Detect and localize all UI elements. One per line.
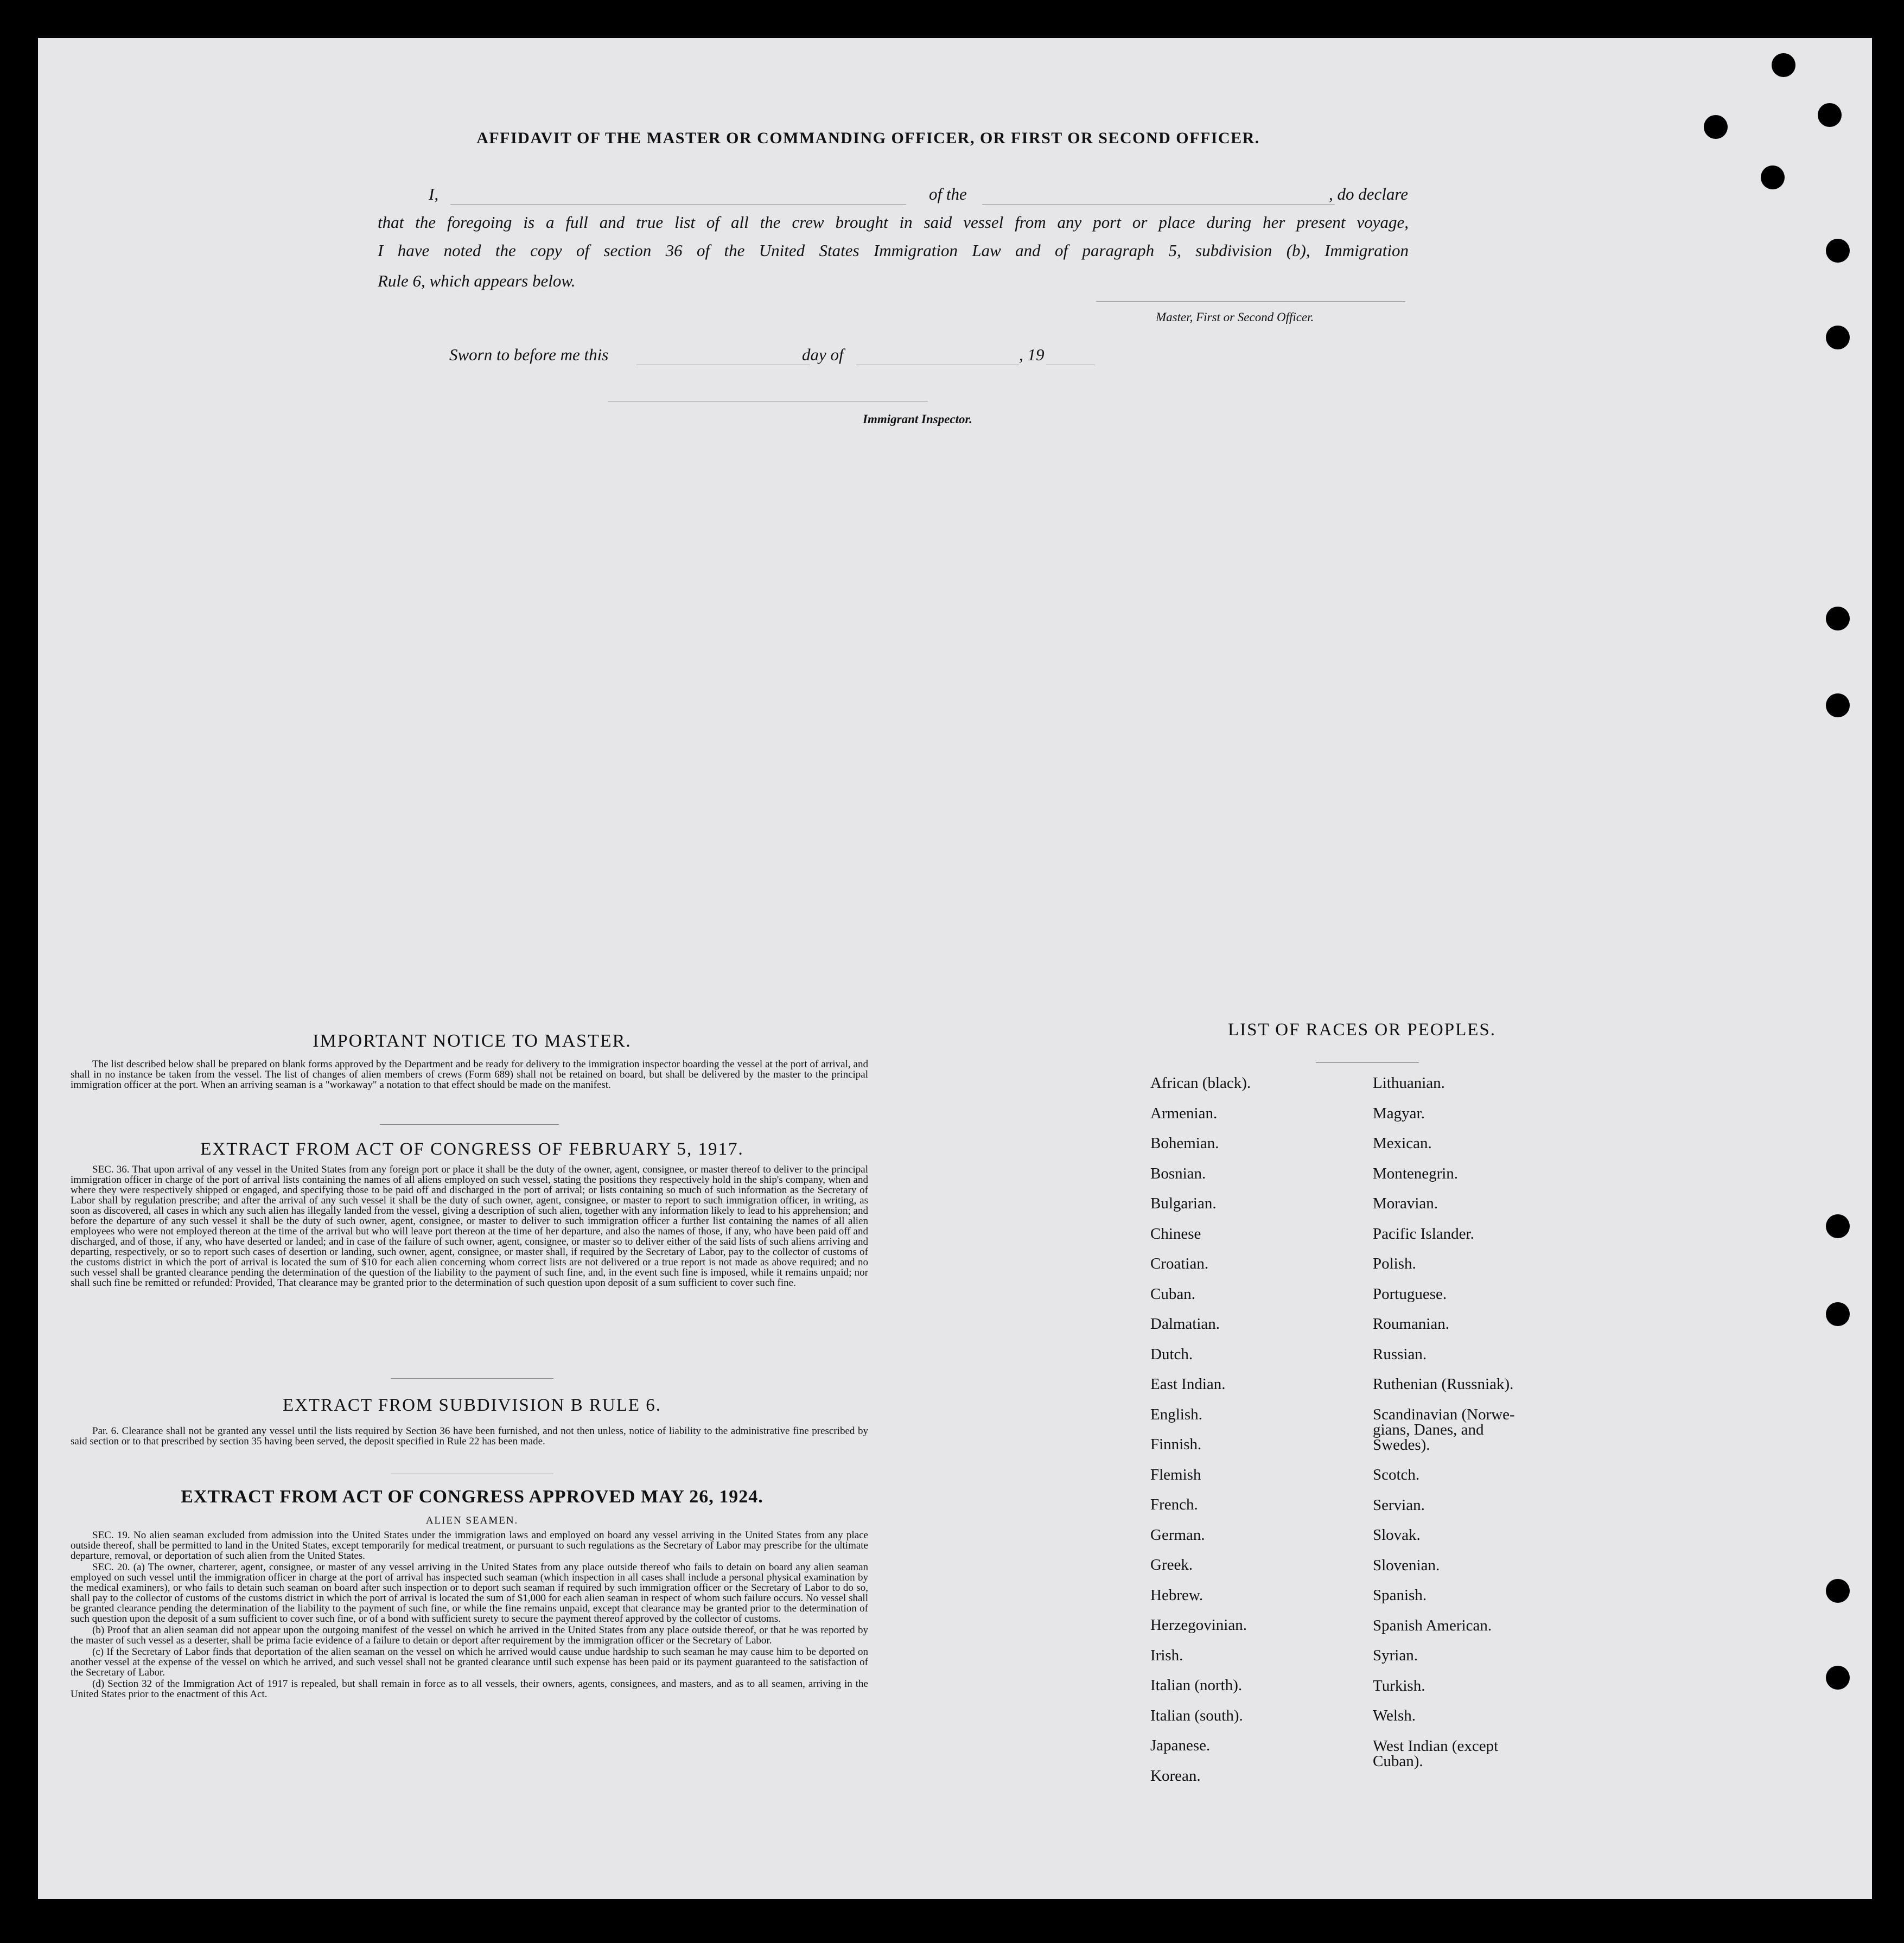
punch-hole xyxy=(1704,115,1728,139)
race-item: Dutch. xyxy=(1150,1345,1193,1363)
vessel-name-field[interactable] xyxy=(982,204,1335,205)
extract-1917-title: EXTRACT FROM ACT OF CONGRESS OF FEBRUARY 5, 1917. xyxy=(200,1139,744,1159)
race-item: Russian. xyxy=(1373,1345,1427,1363)
race-item: Welsh. xyxy=(1373,1707,1416,1724)
race-item: Scotch. xyxy=(1373,1466,1420,1483)
race-item: Turkish. xyxy=(1373,1677,1425,1694)
affidavit-line1 xyxy=(429,184,1408,206)
punch-hole xyxy=(1818,103,1842,127)
race-item: Bulgarian. xyxy=(1150,1195,1217,1212)
affidavit-i-label: I, xyxy=(429,184,439,203)
race-item: Cuban. xyxy=(1150,1285,1195,1303)
race-item: German. xyxy=(1150,1526,1205,1544)
race-item: Polish. xyxy=(1373,1255,1416,1272)
race-item: Bohemian. xyxy=(1150,1135,1219,1152)
race-item: Montenegrin. xyxy=(1373,1164,1459,1182)
race-item: Korean. xyxy=(1150,1767,1201,1785)
races-column-2 xyxy=(1373,1075,1622,1797)
race-item: Armenian. xyxy=(1150,1104,1218,1122)
race-item: Finnish. xyxy=(1150,1436,1202,1453)
notice-title: IMPORTANT NOTICE TO MASTER. xyxy=(313,1031,632,1051)
race-item: Irish. xyxy=(1150,1646,1183,1664)
punch-hole xyxy=(1772,53,1795,77)
affidavit-line2: that the foregoing is a full and true list of all the crew brought in said vessel from any port or place during her present voyage, xyxy=(378,213,1409,232)
race-item: Flemish xyxy=(1150,1466,1201,1483)
race-item: Herzegovinian. xyxy=(1150,1616,1247,1634)
race-item: Japanese. xyxy=(1150,1737,1211,1754)
sworn-label: Sworn to before me this xyxy=(449,345,609,364)
extract-1917-text xyxy=(71,1164,868,1289)
punch-hole xyxy=(1826,1579,1850,1603)
race-item: East Indian. xyxy=(1150,1375,1226,1393)
master-signature-line[interactable] xyxy=(1096,301,1405,302)
race-item: Slovenian. xyxy=(1373,1556,1440,1574)
sec-20c-paragraph: (c) If the Secretary of Labor finds that deportation of the alien seaman on the vessel on which he arrived would cause undue hardship to such seaman he may cause him to be deported on another vessel at the expense of the vessel on which he arrived, and such vessel shall not be granted clearance until such expense has been paid or its payment guaranteed to the satisfaction of the Secretary of Labor. xyxy=(71,1646,868,1678)
race-item: Slovak. xyxy=(1373,1526,1421,1544)
race-item: Lithuanian. xyxy=(1373,1074,1445,1092)
race-item: Ruthenian (Russniak). xyxy=(1373,1375,1514,1393)
notice-text xyxy=(71,1059,868,1091)
punch-hole xyxy=(1826,1214,1850,1238)
year-label: , 19 xyxy=(1019,345,1045,364)
race-item: African (black). xyxy=(1150,1074,1251,1092)
affidavit-title: AFFIDAVIT OF THE MASTER OR COMMANDING OFFICER, OR FIRST OR SECOND OFFICER. xyxy=(476,129,1260,147)
punch-hole xyxy=(1761,165,1785,189)
day-of-label: day of xyxy=(802,345,844,364)
race-item: Mexican. xyxy=(1373,1135,1432,1152)
par-6-paragraph: Par. 6. Clearance shall not be granted any vessel until the lists required by Section 36 have been furnished, and not then unless, notice of liability to the administrative fine prescribed by said section or to that prescribed by section 35 having been served, the deposit specified in Rule 22 has been made. xyxy=(71,1425,868,1447)
extract-1924-title: EXTRACT FROM ACT OF CONGRESS APPROVED MAY 26, 1924. xyxy=(181,1487,763,1507)
race-item: French. xyxy=(1150,1496,1198,1513)
punch-hole xyxy=(1826,326,1850,349)
separator xyxy=(1316,1062,1419,1063)
separator xyxy=(391,1378,553,1379)
race-item: West Indian (except Cuban). xyxy=(1373,1737,1499,1770)
race-item: Portuguese. xyxy=(1373,1285,1447,1303)
sec-20b-paragraph: (b) Proof that an alien seaman did not appear upon the outgoing manifest of the vessel on which he arrived in the United States from any place outside thereof, or that he was reported by the master of such vessel as a deserter, shall be prima facie evidence of a failure to detain or deport after requirement by the immigration officer or the Secretary of Labor. xyxy=(71,1625,868,1646)
extract-1924-text xyxy=(71,1530,868,1700)
race-item: Roumanian. xyxy=(1373,1315,1449,1333)
master-name-field[interactable] xyxy=(450,204,906,205)
punch-hole xyxy=(1826,693,1850,717)
race-item: Italian (south). xyxy=(1150,1706,1243,1724)
race-item: Servian. xyxy=(1373,1496,1425,1514)
race-item: English. xyxy=(1150,1405,1202,1423)
race-item: Syrian. xyxy=(1373,1647,1418,1664)
sec-20a-paragraph: SEC. 20. (a) The owner, charterer, agent, consignee, or master of any vessel arriving in the United States from any place outside thereof who fails to detain on board any alien seaman employed on such vessel until the immigration officer in charge at the port of arrival has inspected such seaman (which inspection in all cases shall include a personal physical examination by the medical examiners), or who fails to detain such seaman on board after such inspection or to deport such seaman if required by such immigration officer or the Secretary of Labor to do so, shall pay to the collector of customs of the customs district in which the port of arrival is located the sum of $1,000 for each alien seaman in respect of whom such failure occurs. No vessel shall be granted clearance pending the determination of the liability to the payment of such fine, or while the fine remains unpaid, except that clearance may be granted prior to the determination of such question upon the deposit of a sum sufficient to cover such fine, or of a bond with sufficient surety to secure the payment thereof approved by the collector of customs. xyxy=(71,1562,868,1625)
race-item: Chinese xyxy=(1150,1225,1201,1243)
sec-20d-paragraph: (d) Section 32 of the Immigration Act of 1917 is repealed, but shall remain in force as to all vessels, their owners, agents, consignees, and masters, and as to all seamen, arriving in the United States prior to the enactment of this Act. xyxy=(71,1678,868,1700)
race-item: Magyar. xyxy=(1373,1104,1425,1122)
race-item: Hebrew. xyxy=(1150,1586,1203,1604)
race-item: Croatian. xyxy=(1150,1255,1209,1272)
races-title: LIST OF RACES OR PEOPLES. xyxy=(1227,1020,1497,1040)
separator xyxy=(380,1124,559,1125)
race-item: Greek. xyxy=(1150,1556,1193,1573)
punch-hole xyxy=(1826,239,1850,263)
races-column-1 xyxy=(1150,1075,1357,1797)
extract-1924-subtitle: ALIEN SEAMEN. xyxy=(425,1515,519,1526)
affidavit-line4: Rule 6, which appears below. xyxy=(378,271,576,290)
notice-paragraph: The list described below shall be prepared on blank forms approved by the Department and be ready for delivery to the immigration inspector boarding the vessel at the port of arrival, and shall in no instance be taken from the vessel. The list of changes of alien members of crews (Form 689) shall not be retained on board, but shall be delivered by the master to the principal immigration officer at the port. When an arriving seaman is a "workaway" a notation to that effect should be made on the manifest. xyxy=(71,1059,868,1091)
sworn-line xyxy=(449,345,1100,367)
punch-hole xyxy=(1826,1302,1850,1326)
sec-19-paragraph: SEC. 19. No alien seaman excluded from admission into the United States under the immigration laws and employed on board any vessel arriving in the United States from any place outside thereof, shall be permitted to land in the United States, except temporarily for medical treatment, or pursuant to such regulations as the Secretary of Labor may prescribe for the ultimate departure, removal, or deportation of such alien from the United States. xyxy=(71,1530,868,1562)
punch-hole xyxy=(1826,1666,1850,1690)
master-signature-label: Master, First or Second Officer. xyxy=(1156,310,1314,324)
race-item: Dalmatian. xyxy=(1150,1315,1220,1333)
race-item: Spanish. xyxy=(1373,1587,1427,1604)
extract-rule6-title: EXTRACT FROM SUBDIVISION B RULE 6. xyxy=(282,1396,662,1415)
race-item: Spanish American. xyxy=(1373,1616,1492,1634)
inspector-label: Immigrant Inspector. xyxy=(863,412,972,426)
affidavit-do-declare: , do declare xyxy=(1328,184,1408,203)
affidavit-line3: I have noted the copy of section 36 of the United States Immigration Law and of paragraph 5, subdivision (b), Immigration xyxy=(378,241,1409,260)
extract-rule6-text xyxy=(71,1426,868,1448)
punch-hole xyxy=(1826,607,1850,630)
race-item: Italian (north). xyxy=(1150,1677,1243,1694)
race-item: Bosnian. xyxy=(1150,1164,1206,1182)
race-item: Scandinavian (Norwe- gians, Danes, and Swedes). xyxy=(1373,1405,1515,1454)
race-item: Pacific Islander. xyxy=(1373,1225,1474,1243)
affidavit-of-the-label: of the xyxy=(929,184,967,203)
section-36-paragraph: SEC. 36. That upon arrival of any vessel in the United States from any foreign port or place it shall be the duty of the owner, agent, consignee, or master thereof to deliver to the principal immigration officer in charge of the port of arrival lists containing the names of all aliens employed on such vessel, stating the positions they respectively hold in the ship's company, when and where they were respectively shipped or engaged, and specifying those to be paid off and discharged in the port of arrival; or lists containing so much of such information as the Secretary of Labor shall by regulation prescribe; and after the arrival of any such vessel it shall be the duty of such owner, agent, consignee, or master to report to such immigration officer, in writing, as soon as discovered, all cases in which any such alien has illegally landed from the vessel, giving a description of such alien, together with any information likely to lead to his apprehension; and before the departure of any such vessel it shall be the duty of such owner, agent, consignee, or master to deliver to such immigration officer a further list containing the names of all alien employees who were not employed thereon at the time of the arrival but who will leave port thereon at the time of her departure, and also the names of those, if any, who have been paid off and discharged, and of those, if any, who have deserted or landed; and in case of the failure of such owner, agent, consignee, or master so to deliver either of the said lists of such aliens arriving and departing, respectively, or so to report such cases of desertion or landing, such owner, agent, consignee, or master shall, if required by the Secretary of Labor, pay to the collector of customs of the customs district in which the port of arrival is located the sum of $10 for each alien concerning whom correct lists are not delivered or a true report is not made as above required; and no such vessel shall be granted clearance pending the determination of the question of the liability to the payment of such fine, and, in the event such fine is imposed, while it remains unpaid; nor shall such fine be remitted or refunded: Provided, That clearance may be granted prior to the determination of such question upon deposit of a sum sufficient to cover such fine. xyxy=(71,1164,868,1289)
race-item: Moravian. xyxy=(1373,1195,1438,1212)
